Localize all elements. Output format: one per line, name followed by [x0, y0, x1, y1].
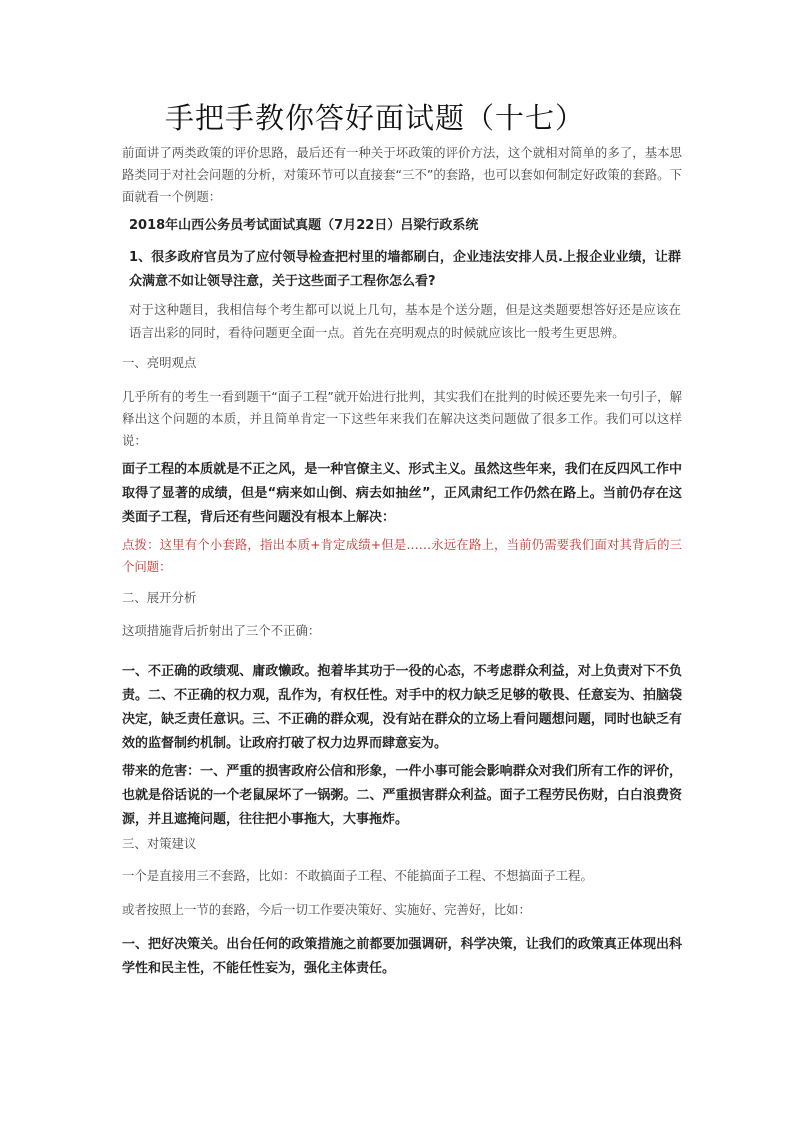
section2-bold-paragraph: 一、不正确的政绩观、庸政懒政。抱着毕其功于一役的心态，不考虑群众利益，对上负责对下不负责。二、不正确的权力观，乱作为，有权任性。对手中的权力缺乏足够的敬畏、任意妄为、拍脑袋决定，缺乏责任意识。三、不正确的群众观，没有站在群众的立场上看问题想问题，同时也缺乏有效的监督制约机制。让政府打破了权力边界而肆意妄为。 — [122, 664, 682, 751]
section3-bold-paragraph: 一、把好决策关。出台任何的政策措施之前都要加强调研，科学决策，让我们的政策真正体现出科学性和民主性，不能任性妄为，强化主体责任。 — [122, 937, 682, 976]
section3-paragraph-1: 一个是直接用三不套路，比如：不敢搞面子工程、不能搞面子工程、不想搞面子工程。 — [122, 868, 593, 883]
intro-paragraph: 前面讲了两类政策的评价思路，最后还有一种关于坏政策的评价方法，这个就相对简单的多了，基本思路类同于对社会问题的分析，对策环节可以直接套“三不”的套路，也可以套如何制定好政策的套路。下面就看一个例题： — [122, 145, 682, 204]
section-heading-3: 三、对策建议 — [122, 836, 197, 851]
section-heading-1: 一、亮明观点 — [122, 355, 197, 370]
section1-paragraph: 几乎所有的考生一看到题干“面子工程”就开始进行批判，其实我们在批判的时候还要先来一句引子，解释出这个问题的本质，并且简单肯定一下这些年来我们在解决这类问题做了很多工作。我们可以这样说： — [122, 389, 682, 448]
section1-bold-paragraph: 面子工程的本质就是不正之风，是一种官僚主义、形式主义。虽然这些年来，我们在反四风工作中取得了显著的成绩，但是“病来如山倒、病去如抽丝”，正风肃纪工作仍然在路上。当前仍存在这类面子工程，背后还有些问题没有根本上解决： — [122, 462, 682, 525]
harm-paragraph: 带来的危害：一、严重的损害政府公信和形象，一件小事可能会影响群众对我们所有工作的评价，也就是俗话说的一个老鼠屎坏了一锅粥。二、严重损害群众利益。面子工程劳民伤财，白白浪费资源，并且遮掩问题，往往把小事拖大，大事拖炸。 — [122, 764, 682, 827]
section2-paragraph: 这项措施背后折射出了三个不正确： — [122, 623, 321, 638]
section-heading-2: 二、展开分析 — [122, 590, 197, 605]
section3-paragraph-2: 或者按照上一节的套路，今后一切工作要决策好、实施好、完善好，比如： — [122, 902, 531, 917]
tip-paragraph: 点拨：这里有个小套路，指出本质+肯定成绩+但是……永远在路上，当前仍需要我们面对其背后的三个问题： — [122, 537, 682, 574]
document-title: 手把手教你答好面试题（十七） — [165, 101, 586, 135]
exam-title: 2018年山西公务员考试面试真题（7月22日）吕梁行政系统 — [129, 218, 479, 233]
analysis-paragraph: 对于这种题目，我相信每个考生都可以说上几句，基本是个送分题，但是这类题要想答好还是应该在语言出彩的同时，看待问题更全面一点。首先在亮明观点的时候就应该比一般考生更思辨。 — [129, 302, 681, 340]
question-text: 1、很多政府官员为了应付领导检查把村里的墙都刷白，企业违法安排人员.上报企业业绩，让群众满意不如让领导注意，关于这些面子工程你怎么看? — [129, 250, 681, 289]
